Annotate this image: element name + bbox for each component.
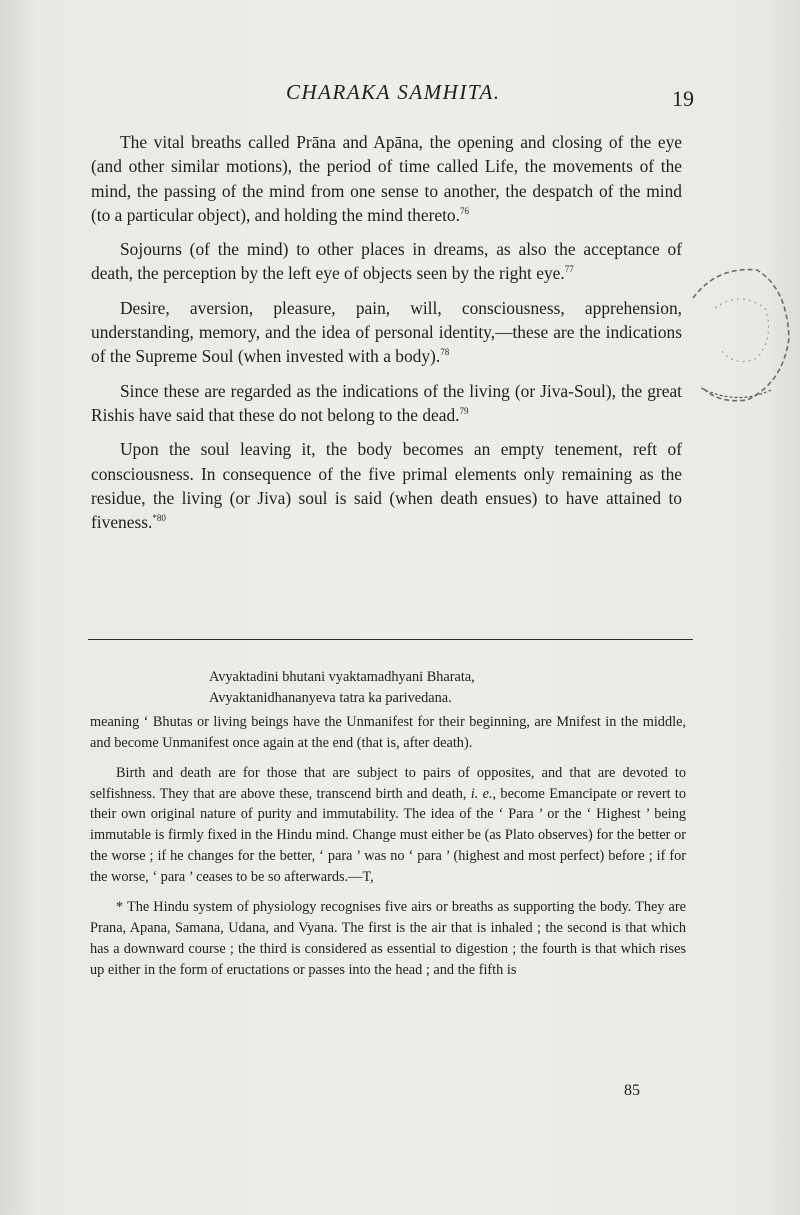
footnote-ref: 76 <box>459 206 469 217</box>
footnote-ref: 79 <box>459 406 469 417</box>
page-number: 19 <box>672 86 694 111</box>
footnotes <box>90 667 686 990</box>
birth-death-note <box>90 763 686 888</box>
note-text: Birth and death are for those that are subject to pairs of opposites, and that are devoted to selfishness. They that are above these, transcend birth and death, <box>90 764 686 802</box>
verse-line: Avyaktadini bhutani vyaktamadhyani Bharata, <box>209 669 475 685</box>
signature-mark: 85 <box>624 1082 640 1099</box>
footnote-ref: 77 <box>564 264 574 275</box>
footnote-ref: 78 <box>440 347 450 358</box>
paragraph-text: Upon the soul leaving it, the body becomes an empty tenement, reft of consciousness. In consequence of the five primal elements only remaining as the residue, the living (or Jiva) soul is said (when death ensues) to have attained to fiveness. <box>91 439 682 533</box>
note-ie: i. e., <box>470 785 497 802</box>
paragraph-77 <box>91 237 682 286</box>
paragraph-76 <box>91 130 682 227</box>
paragraph-text: Since these are regarded as the indications of the living (or Jiva-Soul), the great Rishis have said that these do not belong to the dead. <box>91 380 682 425</box>
verse-meaning: meaning ‘ Bhutas or living beings have the Unmanifest for their beginning, are Mnifest in the middle, and become Unmanifest once again at the end (that is, after death). <box>90 713 686 751</box>
footnote-divider <box>88 639 693 640</box>
footnote-ref: *80 <box>152 513 166 524</box>
verse-line: Avyaktanidhananyeva tatra ka parivedana. <box>209 689 452 706</box>
paragraph-text: Sojourns (of the mind) to other places in dreams, as also the acceptance of death, the perception by the left eye of objects seen by the right eye. <box>91 239 682 284</box>
main-text <box>91 130 682 544</box>
physiology-footnote: * The Hindu system of physiology recognises five airs or breaths as supporting the body. They are Prana, Apana, Samana, Udana, and Vyana. The first is the air that is inhaled ; the second is that which has a downward course ; the third is considered as essential to digestion ; the fourth is that which rises up either in the form of eructations or passes into the head ; and the fifth is <box>90 899 686 978</box>
running-title: CHARAKA SAMHITA. <box>286 80 501 104</box>
library-stamp-icon <box>687 258 793 408</box>
paragraph-80 <box>91 437 682 534</box>
paragraph-79 <box>91 379 682 428</box>
paragraph-text: Desire, aversion, pleasure, pain, will, consciousness, apprehension, understanding, memory, and the idea of personal identity,—these are the indications of the Supreme Soul (when invested with a body). <box>91 297 682 367</box>
note-text: become Emancipate or revert to their own original nature of purity and immutability. The idea of the ‘ Para ’ or the ‘ Highest ’ being immutable is firmly fixed in the Hindu mind. Change must either be (as Plato observes) for the better or the worse ; if he changes for the better, ‘ para ’ was no ‘ para ’ (highest and most perfect) before ; if for the worse, ‘ para ’ ceases to be so afterwards.—T, <box>90 785 686 886</box>
sanskrit-verse <box>209 667 686 709</box>
paragraph-78 <box>91 296 682 369</box>
paragraph-text: The vital breaths called Prāna and Apāna, the opening and closing of the eye (and other similar motions), the period of time called Life, the movements of the mind, the passing of the mind from one sense to another, the despatch of the mind (to a particular object), and holding the mind thereto. <box>91 132 682 225</box>
